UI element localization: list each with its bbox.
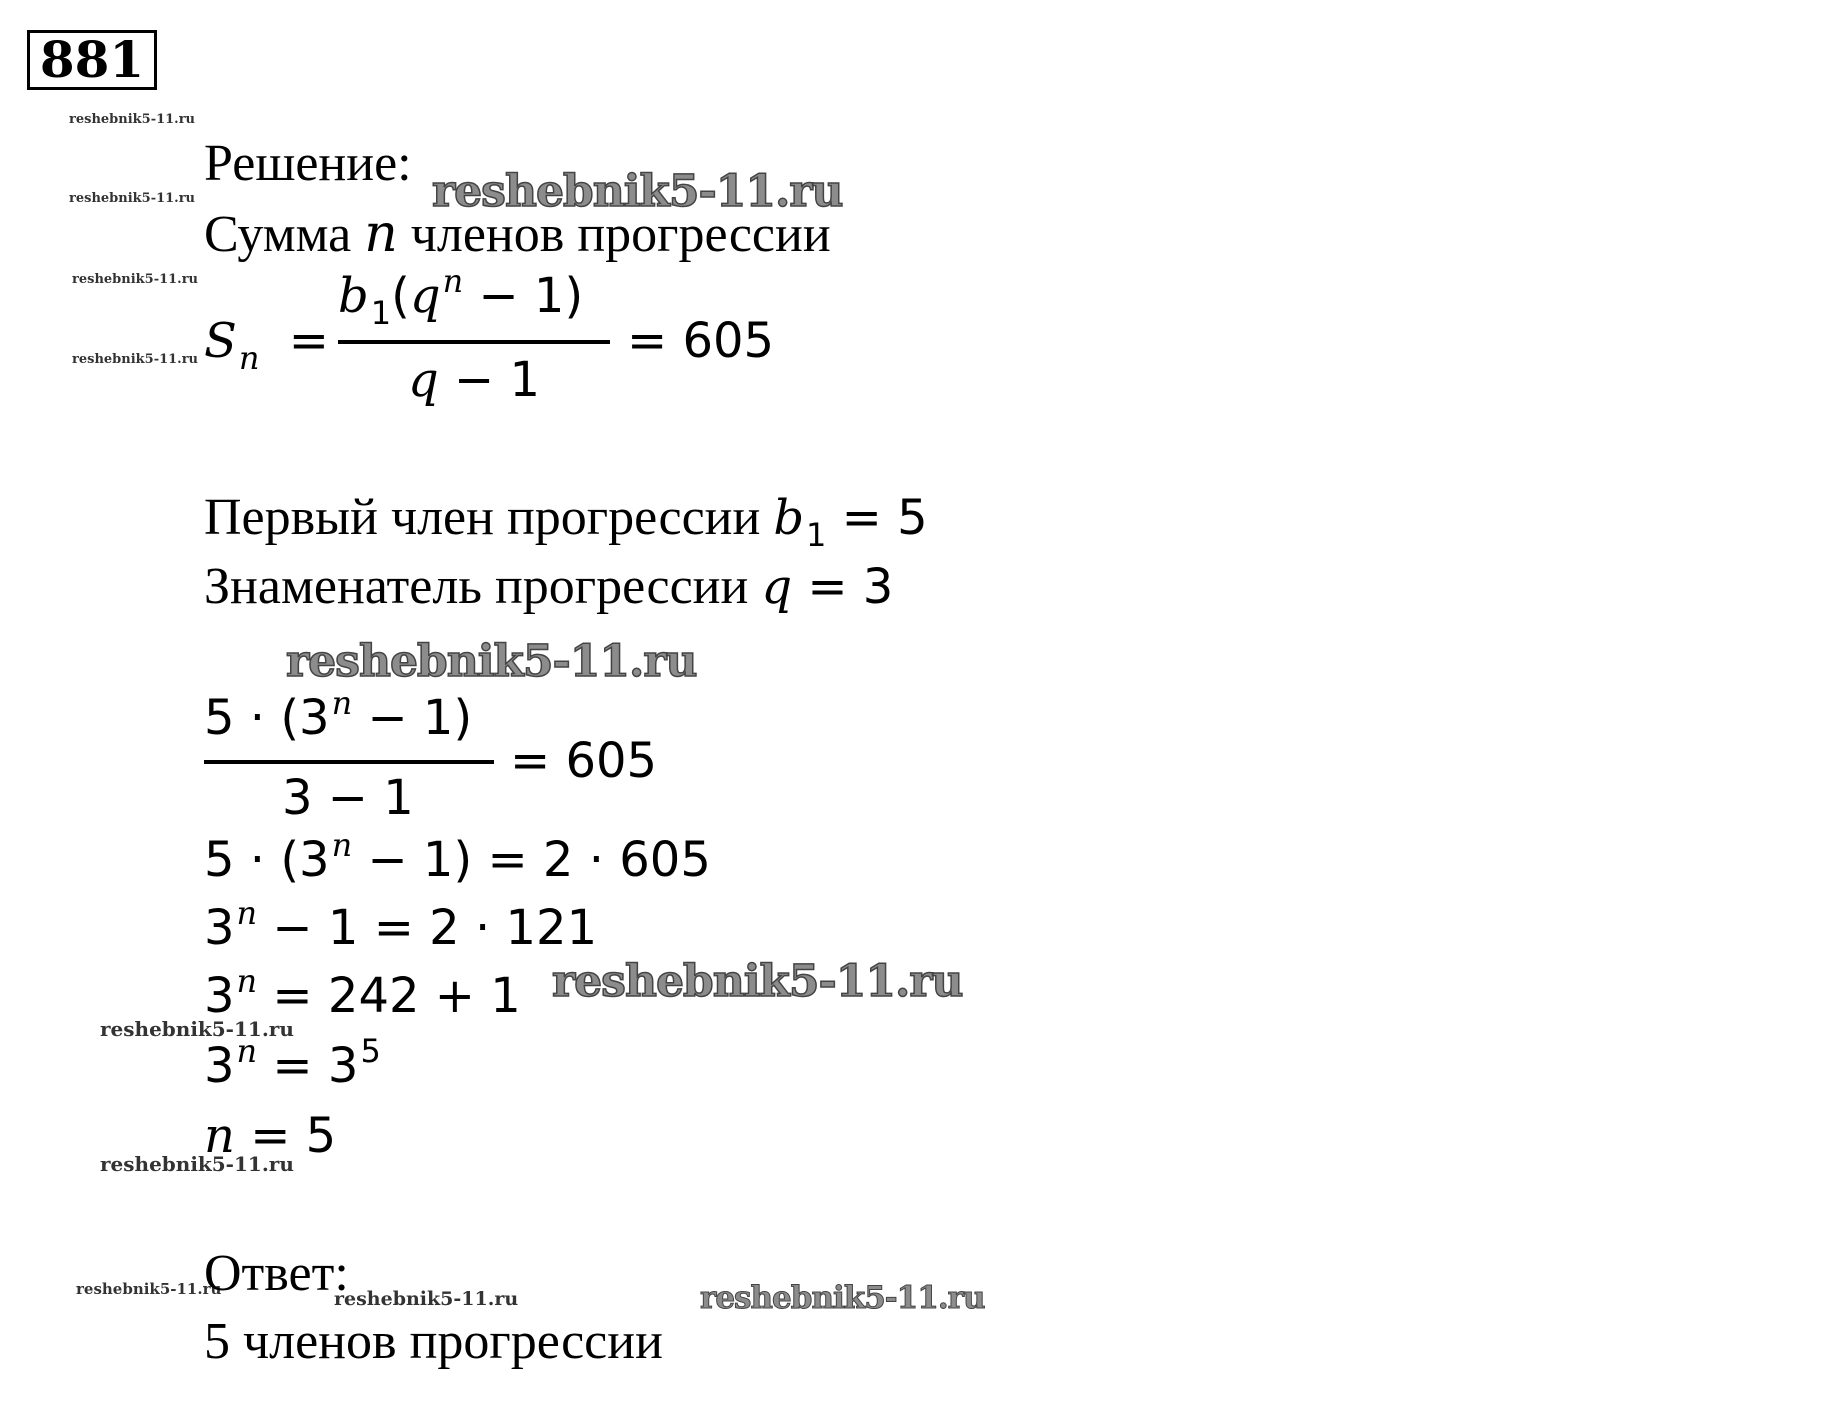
watermark: reshebnik5-11.ru [69,112,196,127]
sum-text-before: Сумма [204,206,352,263]
watermark: reshebnik5-11.ru [69,191,196,206]
answer-label: Ответ: [204,1245,349,1302]
fraction-bar [204,760,494,764]
watermark: reshebnik5-11.ru [72,272,199,287]
formula-lhs: $S_n$ = [204,313,329,377]
final-step: n = 5 [204,1108,337,1164]
watermark: reshebnik5-11.ru [552,956,963,1007]
step-line: 3$^n$ = 242 + 1 [204,962,521,1024]
sum-var: n [364,204,398,264]
watermark: reshebnik5-11.ru [286,636,697,687]
sum-line [204,204,831,265]
watermark: reshebnik5-11.ru [700,1280,985,1316]
answer-text: 5 членов прогрессии [204,1313,663,1370]
step-line: $3^n = 3^5$ [204,1032,381,1094]
watermark: reshebnik5-11.ru [76,1280,222,1298]
formula-denominator: q − 1 [408,352,541,408]
step-line: $5 \cdot (3^n - 1) = 2 \cdot 605$ [204,826,711,888]
first-term-line: Первый член прогрессии $b_1 = 5$ [204,489,928,554]
watermark: reshebnik5-11.ru [334,1288,519,1310]
equation-rhs: = 605 [510,733,658,789]
watermark: reshebnik5-11.ru [100,1017,294,1041]
fraction-bar [338,340,610,344]
formula-numerator: $b_1(q^n - 1)$ [338,262,584,332]
sum-text-after: членов прогрессии [410,206,831,263]
formula-rhs: = 605 [627,313,775,369]
watermark: reshebnik5-11.ru [72,352,199,367]
ratio-line: Знаменатель прогрессии q = 3 [204,558,894,615]
watermark: reshebnik5-11.ru [432,166,843,217]
equation-numerator: $5 \cdot (3^n - 1)$ [204,684,473,746]
watermark: reshebnik5-11.ru [100,1152,294,1176]
equation-denominator: 3 − 1 [282,770,414,826]
problem-number: 881 [27,30,157,90]
step-line: 3$^n$ − 1 = 2 · 121 [204,894,598,956]
solution-label: Решение: [204,135,412,192]
